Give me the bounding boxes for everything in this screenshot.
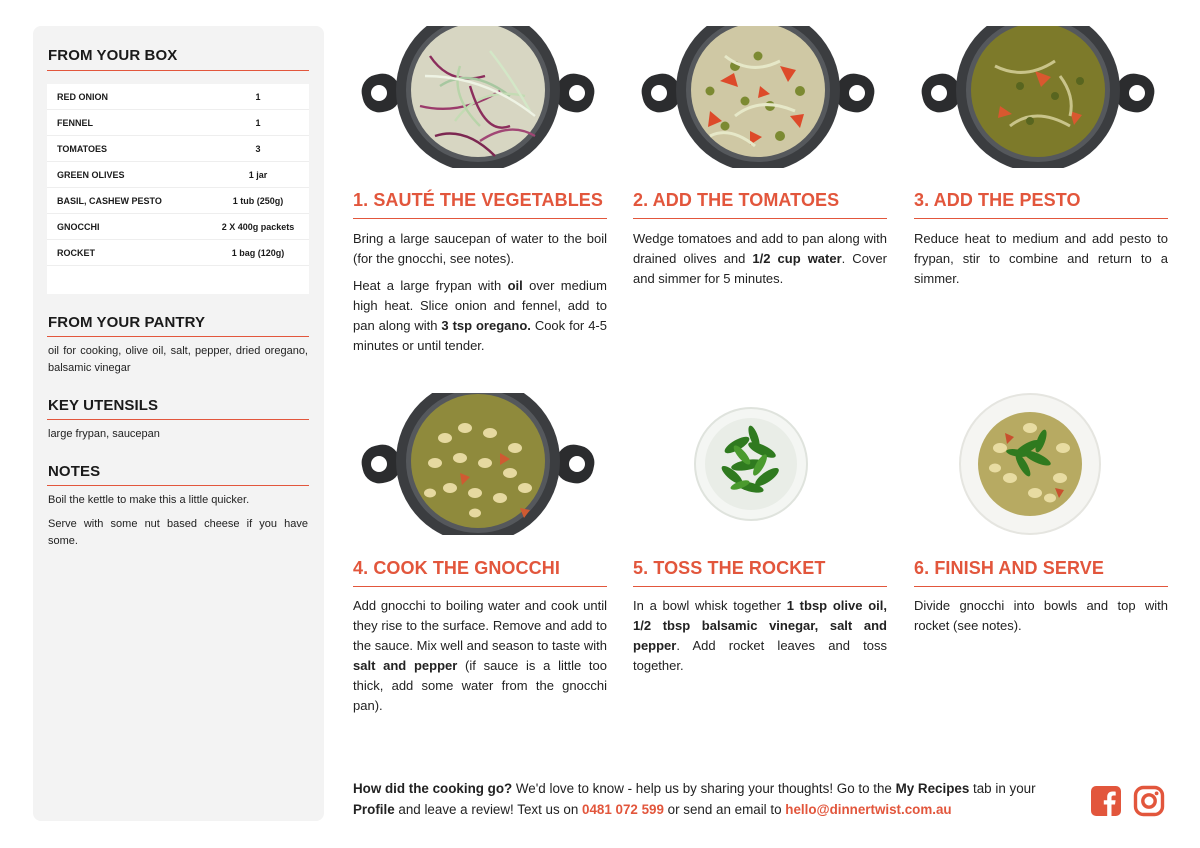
step-text: over medium high heat. Slice onion and fennel, add to pan along with bbox=[353, 278, 608, 333]
notes-heading: NOTES bbox=[48, 463, 101, 480]
step-6-body bbox=[914, 596, 1168, 643]
step-3-body bbox=[914, 229, 1168, 296]
heading-rule bbox=[47, 336, 309, 337]
ingredient-name: FENNEL bbox=[57, 117, 93, 128]
table-row bbox=[47, 84, 309, 110]
footer-bold-text: Profile bbox=[353, 802, 395, 817]
footer-bold-text: How did the cooking go? bbox=[353, 781, 513, 796]
box-ingredients-table bbox=[47, 84, 309, 294]
footer-contact-link[interactable]: hello@dinnertwist.com.au bbox=[785, 802, 952, 817]
ingredient-qty: 1 bbox=[255, 91, 261, 102]
step-1-rule bbox=[353, 218, 607, 219]
ingredient-name: GREEN OLIVES bbox=[57, 169, 125, 180]
ingredient-name: GNOCCHI bbox=[57, 221, 100, 232]
from-your-pantry-heading: FROM YOUR PANTRY bbox=[48, 314, 206, 331]
step-3-rule bbox=[914, 218, 1168, 219]
step-5-title: 5. TOSS THE ROCKET bbox=[633, 558, 826, 578]
step-text: In a bowl whisk together bbox=[633, 598, 787, 613]
ingredient-qty: 1 tub (250g) bbox=[232, 195, 284, 206]
ingredient-qty: 1 jar bbox=[248, 169, 268, 180]
step-6-rule bbox=[914, 586, 1168, 587]
step-paragraph bbox=[353, 229, 607, 269]
heading-rule bbox=[47, 485, 309, 486]
footer-text: and leave a review! Text us on bbox=[394, 802, 583, 817]
step-4-body bbox=[353, 596, 607, 723]
ingredient-qty: 1 bag (120g) bbox=[231, 247, 285, 258]
footer-text: We'd love to know - help us by sharing your thoughts! Go to the bbox=[512, 781, 896, 796]
heading-rule bbox=[47, 419, 309, 420]
glass-bowl-with-rocket-image bbox=[692, 405, 810, 523]
footer-contact-link[interactable]: 0481 072 599 bbox=[582, 802, 664, 817]
utensils-text: large frypan, saucepan bbox=[48, 428, 160, 440]
table-row bbox=[47, 188, 309, 214]
step-1-title: 1. SAUTÉ THE VEGETABLES bbox=[353, 190, 604, 210]
table-row bbox=[47, 136, 309, 162]
ingredient-name: RED ONION bbox=[57, 91, 109, 102]
step-5-rule bbox=[633, 586, 887, 587]
key-utensils-heading: KEY UTENSILS bbox=[48, 397, 159, 414]
footer-bold-text: My Recipes bbox=[895, 781, 970, 796]
step-text: Reduce heat to medium and add pesto to frypan, stir to combine and return to a simmer. bbox=[914, 231, 1168, 286]
table-row bbox=[47, 162, 309, 188]
bold-ingredient: 3 tsp oregano. bbox=[441, 318, 531, 333]
frypan-with-gnocchi-image bbox=[360, 393, 596, 535]
ingredient-qty: 2 X 400g packets bbox=[221, 221, 295, 232]
step-3-title: 3. ADD THE PESTO bbox=[914, 190, 1081, 210]
ingredient-qty: 3 bbox=[255, 143, 261, 154]
step-paragraph bbox=[633, 229, 887, 289]
table-row bbox=[47, 240, 309, 266]
step-text: Divide gnocchi into bowls and top with rocket (see notes). bbox=[914, 598, 1168, 633]
ingredient-qty: 1 bbox=[255, 117, 261, 128]
ingredients-sidebar bbox=[33, 26, 324, 821]
step-2-body bbox=[633, 229, 887, 296]
step-paragraph bbox=[914, 229, 1168, 289]
review-prompt-footer bbox=[353, 778, 1073, 820]
step-5-body bbox=[633, 596, 887, 683]
pantry-text: oil for cooking, olive oil, salt, pepper, dried oregano, balsamic vinegar bbox=[48, 345, 308, 374]
step-6-title: 6. FINISH AND SERVE bbox=[914, 558, 1104, 578]
facebook-icon[interactable] bbox=[1090, 785, 1122, 817]
frypan-with-pesto-sauce-image bbox=[920, 26, 1156, 168]
bold-ingredient: 1 tbsp olive oil, 1/2 tbsp balsamic vinegar, salt and pepper bbox=[633, 598, 887, 653]
heading-rule bbox=[47, 70, 309, 71]
ingredient-name: ROCKET bbox=[57, 247, 95, 258]
table-row bbox=[47, 110, 309, 136]
frypan-with-sliced-onion-and-fennel-image bbox=[360, 26, 596, 168]
frypan-with-tomatoes-and-olives-image bbox=[640, 26, 876, 168]
ingredient-name: TOMATOES bbox=[57, 143, 108, 154]
step-text: Heat a large frypan with bbox=[353, 278, 508, 293]
footer-text: or send an email to bbox=[663, 802, 786, 817]
step-text: . Cover and simmer for 5 minutes. bbox=[633, 251, 887, 286]
bold-ingredient: 1/2 cup water bbox=[752, 251, 842, 266]
step-paragraph bbox=[353, 596, 607, 716]
note-line: Serve with some nut based cheese if you have some. bbox=[48, 518, 308, 547]
step-4-rule bbox=[353, 586, 607, 587]
step-paragraph bbox=[914, 596, 1168, 636]
step-text: . Add rocket leaves and toss together. bbox=[633, 638, 887, 673]
step-text: Bring a large saucepan of water to the boil (for the gnocchi, see notes). bbox=[353, 231, 607, 266]
note-line: Boil the kettle to make this a little quicker. bbox=[48, 494, 250, 506]
step-2-title: 2. ADD THE TOMATOES bbox=[633, 190, 840, 210]
step-paragraph bbox=[353, 276, 607, 356]
step-text: Cook for 4-5 minutes or until tender. bbox=[353, 318, 607, 353]
step-2-rule bbox=[633, 218, 887, 219]
bold-ingredient: oil bbox=[507, 278, 523, 293]
instagram-icon[interactable] bbox=[1133, 785, 1165, 817]
footer-text: tab in your bbox=[969, 781, 1036, 796]
ingredient-name: BASIL, CASHEW PESTO bbox=[57, 195, 162, 206]
step-text: (if sauce is a little too thick, add some water from the gnocchi pan). bbox=[353, 658, 608, 713]
step-paragraph bbox=[633, 596, 887, 676]
step-text: Add gnocchi to boiling water and cook until they rise to the surface. Remove and add to the sauce. Mix well and season to taste with bbox=[353, 598, 607, 653]
bold-ingredient: salt and pepper bbox=[353, 658, 458, 673]
step-text: Wedge tomatoes and add to pan along with drained olives and bbox=[633, 231, 887, 266]
from-your-box-heading: FROM YOUR BOX bbox=[48, 47, 178, 64]
step-1-body bbox=[353, 229, 607, 363]
plated-gnocchi-with-rocket-image bbox=[955, 393, 1105, 535]
table-row bbox=[47, 214, 309, 240]
step-4-title: 4. COOK THE GNOCCHI bbox=[353, 558, 560, 578]
